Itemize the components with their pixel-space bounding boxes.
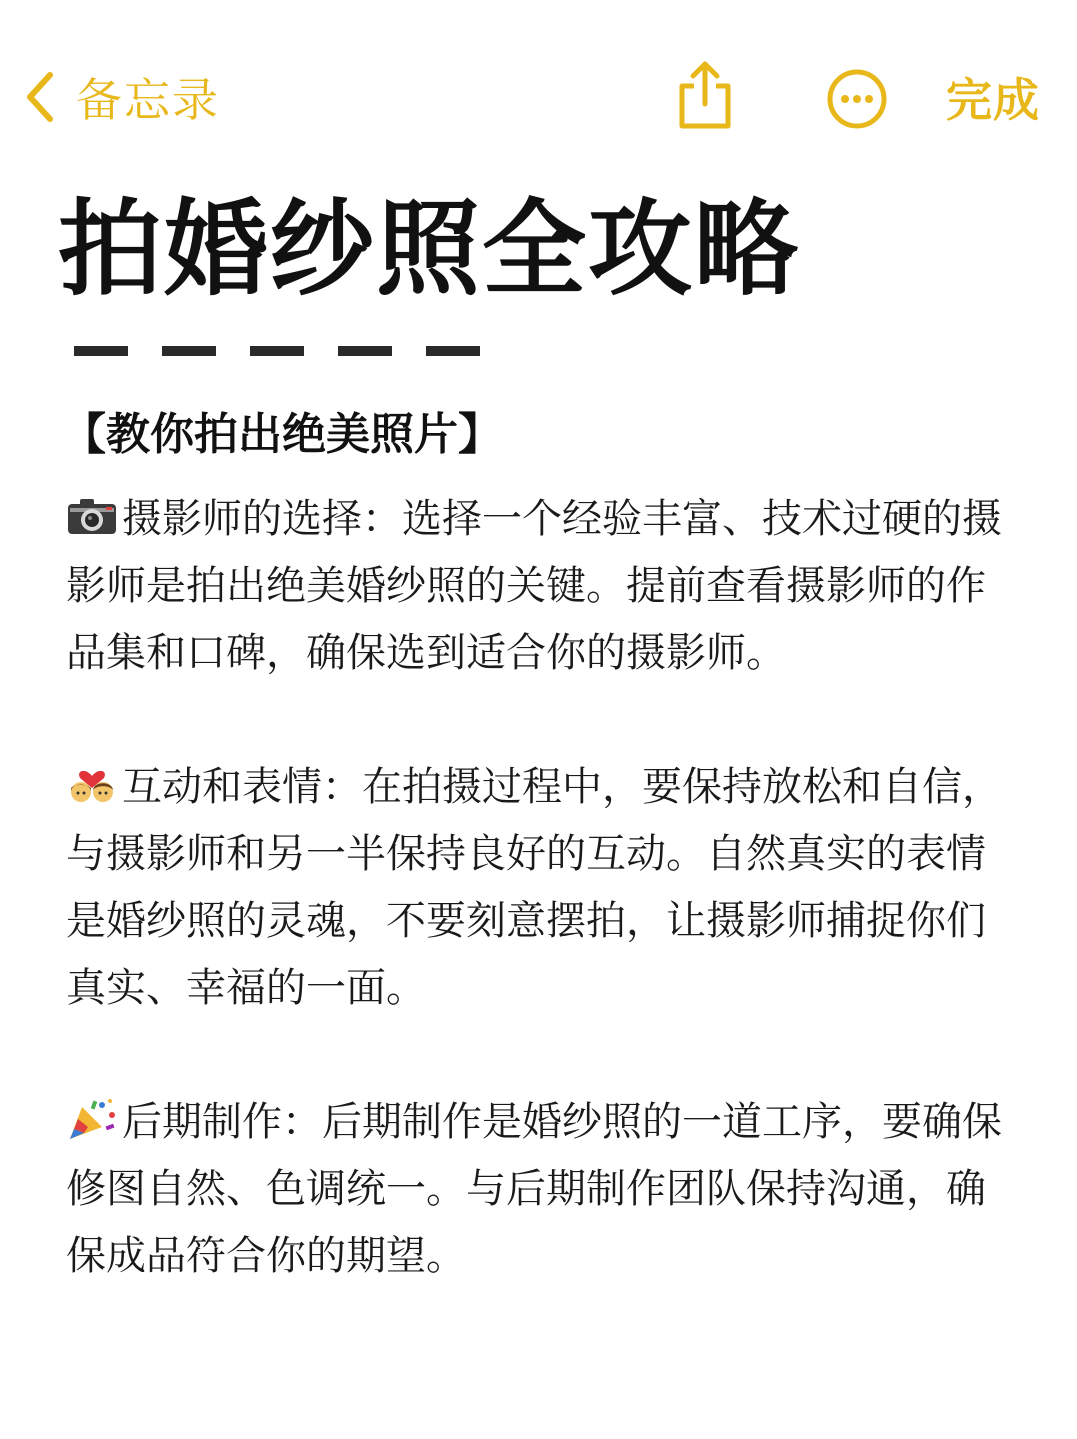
chevron-left-icon bbox=[22, 69, 56, 125]
note-title: 拍婚纱照全攻略 bbox=[58, 188, 801, 310]
divider-dash bbox=[74, 346, 128, 356]
paragraph-photographer bbox=[66, 486, 1006, 687]
navigation-bar bbox=[0, 0, 1077, 150]
back-button[interactable] bbox=[22, 62, 220, 132]
note-body[interactable] bbox=[66, 486, 1006, 1357]
more-button[interactable] bbox=[826, 68, 888, 130]
share-icon bbox=[674, 117, 736, 136]
divider bbox=[74, 346, 480, 356]
more-icon bbox=[826, 115, 888, 134]
paragraph-text: 摄影师的选择：选择一个经验丰富、技术过硬的摄影师是拍出绝美婚纱照的关键。提前查看摄影师的作品集和口碑，确保选到适合你的摄影师。 bbox=[66, 496, 1002, 676]
divider-dash bbox=[250, 346, 304, 356]
divider-dash bbox=[162, 346, 216, 356]
paragraph-post-production bbox=[66, 1089, 1006, 1290]
couple-heart-icon bbox=[66, 762, 118, 806]
paragraph-interaction bbox=[66, 754, 1006, 1022]
share-button[interactable] bbox=[674, 58, 736, 132]
paragraph-text: 互动和表情：在拍摄过程中，要保持放松和自信，与摄影师和另一半保持良好的互动。自然真实的表情是婚纱照的灵魂，不要刻意摆拍，让摄影师捕捉你们真实、幸福的一面。 bbox=[66, 764, 1002, 1011]
divider-dash bbox=[338, 346, 392, 356]
divider-dash bbox=[426, 346, 480, 356]
camera-icon bbox=[66, 494, 118, 538]
back-label: 备忘录 bbox=[76, 73, 220, 127]
done-button[interactable]: 完成 bbox=[946, 73, 1040, 127]
paragraph-text: 后期制作：后期制作是婚纱照的一道工序，要确保修图自然、色调统一。与后期制作团队保持沟通，确保成品符合你的期望。 bbox=[66, 1099, 1002, 1279]
note-subtitle: 【教你拍出绝美照片】 bbox=[62, 409, 502, 460]
party-popper-icon bbox=[66, 1097, 118, 1141]
